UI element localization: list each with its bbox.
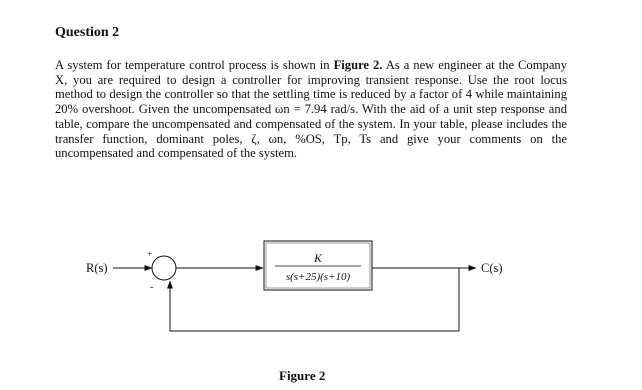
transfer-function-numerator: K — [314, 253, 322, 265]
summing-junction — [152, 256, 176, 280]
figure-reference: Figure 2. — [333, 58, 383, 72]
plus-sign: + — [147, 249, 153, 259]
question-body-start: A system for temperature control process is shown in — [55, 58, 334, 72]
output-label: C(s) — [481, 261, 503, 275]
transfer-function-denominator: s(s+25)(s+10) — [285, 271, 351, 283]
question-body-rest: As a new engineer at the Company X, you are required to design a controller for improving transient response. Use the root locus method to design the controller so that the settling time is reduced by a factor of 4 while maintaining 20% overshoot. Given the uncompensated ωn = 7.94 rad/s. With the aid of a unit step response and table, compare the uncompensated and compensated of the system. In your table, please includes the transfer function, dominant poles, ζ, ωn, %OS, Tp, Ts and give your comments on the uncompensated and compensated of the system. — [55, 58, 567, 161]
figure-caption: Figure 2 — [279, 368, 326, 383]
question-heading: Question 2 — [55, 25, 120, 40]
input-label: R(s) — [86, 261, 108, 275]
minus-sign: - — [150, 282, 154, 293]
